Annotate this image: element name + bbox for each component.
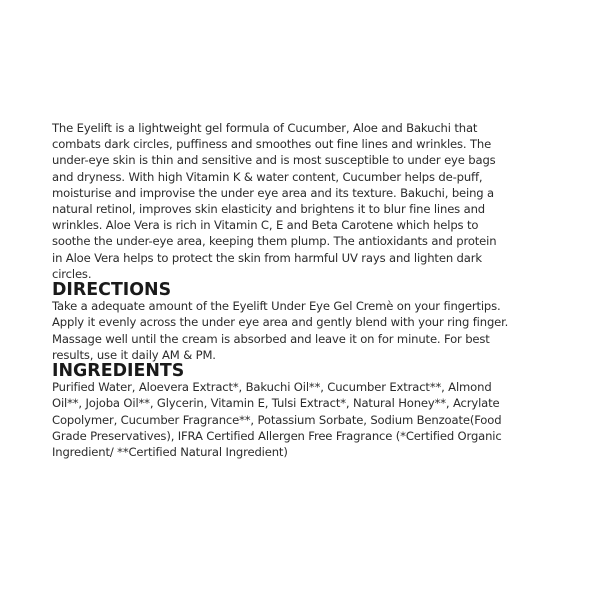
ingredients-heading: INGREDIENTS: [52, 361, 185, 382]
ingredients-text: Purified Water, Aloevera Extract*, Bakuchi Oil**, Cucumber Extract**, Almond Oil**, Jojoba Oil**, Glycerin, Vitamin E, Tulsi Extract*, Natural Honey**, Acrylate Copolymer, Cucumber Fragrance**, Potassium Sorbate, Sodium Benzoate(Food Grade Preservatives), IFRA Certified Allergen Free Fragrance (*Certified Organic Ingredient/ **Certified Natural Ingredient): [52, 380, 502, 460]
directions-heading: DIRECTIONS: [52, 280, 172, 301]
directions-text: Take a adequate amount of the Eyelift Under Eye Gel Cremè on your fingertips. Apply it evenly across the under eye area and gently blend with your ring finger. Massage well until the cream is absorbed and leave it on for minute. For best results, use it daily AM & PM.: [52, 299, 509, 362]
product-info: [52, 120, 552, 460]
product-description: The Eyelift is a lightweight gel formula of Cucumber, Aloe and Bakuchi that combats dark circles, puffiness and smoothes out fine lines and wrinkles. The under-eye skin is thin and sensitive and is most susceptible to under eye bags and dryness. With high Vitamin K & water content, Cucumber helps de-puff, moisturise and improvise the under eye area and its texture. Bakuchi, being a natural retinol, improves skin elasticity and brightens it to blur fine lines and wrinkles. Aloe Vera is rich in Vitamin C, E and Beta Carotene which helps to soothe the under-eye area, keeping them plump. The antioxidants and protein in Aloe Vera helps to protect the skin from harmful UV rays and lighten dark circles.: [52, 121, 497, 281]
